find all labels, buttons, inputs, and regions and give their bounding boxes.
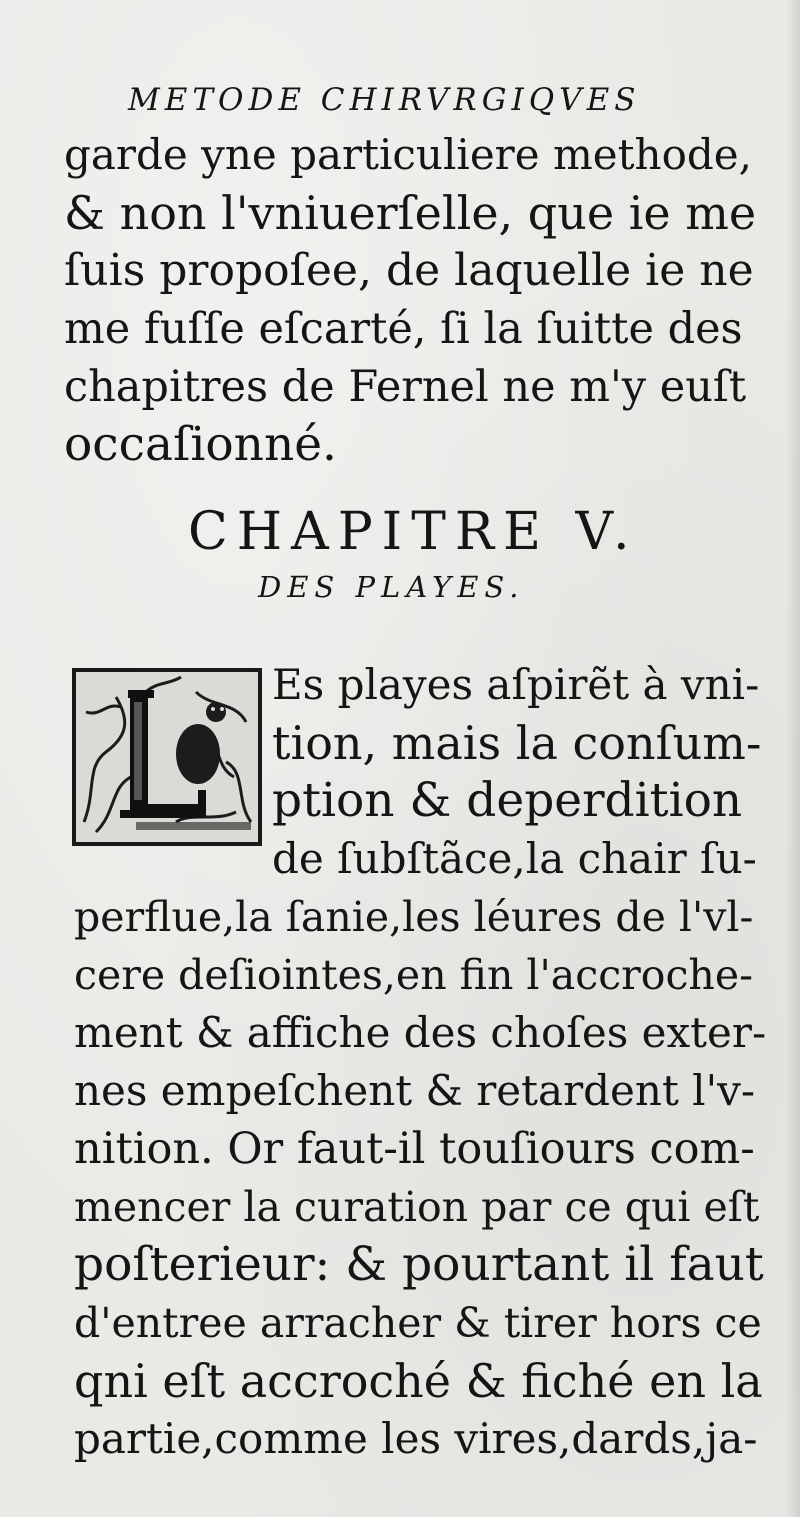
text-line: nes empeſchent & retardent l'v-	[74, 1066, 756, 1115]
text-line: occaſionné.	[64, 417, 337, 472]
page-edge-shadow	[786, 0, 800, 1517]
text-line: nition. Or faut-il touſiours com-	[74, 1124, 755, 1174]
text-line: Es playes aſpirẽt à vni-	[272, 660, 760, 709]
woodcut-initial-icon	[76, 672, 258, 842]
chapter-subtitle: DES PLAYES.	[258, 570, 525, 604]
text-line: cere deſiointes,en fin l'accroche-	[74, 951, 753, 999]
text-line: de ſubſtãce,la chair ſu-	[272, 834, 757, 883]
text-line: ption & deperdition	[272, 773, 743, 828]
text-line: mencer la curation par ce qui eſt	[74, 1183, 760, 1231]
text-line: chapitres de Fernel ne m'y euſt	[64, 362, 747, 412]
text-line: partie,comme les vires,dards,ja-	[74, 1414, 758, 1463]
text-line: perflue,la ſanie,les léures de l'vl-	[74, 893, 754, 941]
text-line: me fuſſe eſcarté, ſi la ſuitte des	[64, 304, 743, 354]
text-line: ſuis propoſee, de laquelle ie ne	[64, 245, 754, 296]
chapter-title: CHAPITRE V.	[188, 502, 639, 562]
decorated-initial-letter	[72, 668, 262, 846]
text-line: qni eſt accroché & fiché en la	[74, 1354, 763, 1408]
text-line: & non l'vniuerſelle, que ie me	[64, 186, 757, 240]
text-line: d'entree arracher & tirer hors ce	[74, 1299, 762, 1347]
text-line: garde yne particuliere methode,	[64, 130, 752, 179]
running-head: METODE CHIRVRGIQVES	[128, 82, 641, 118]
text-line: tion, mais la conſum-	[272, 716, 762, 770]
text-line: poſterieur: & pourtant il faut	[74, 1237, 764, 1292]
text-line: ment & affiche des choſes exter-	[74, 1008, 767, 1057]
